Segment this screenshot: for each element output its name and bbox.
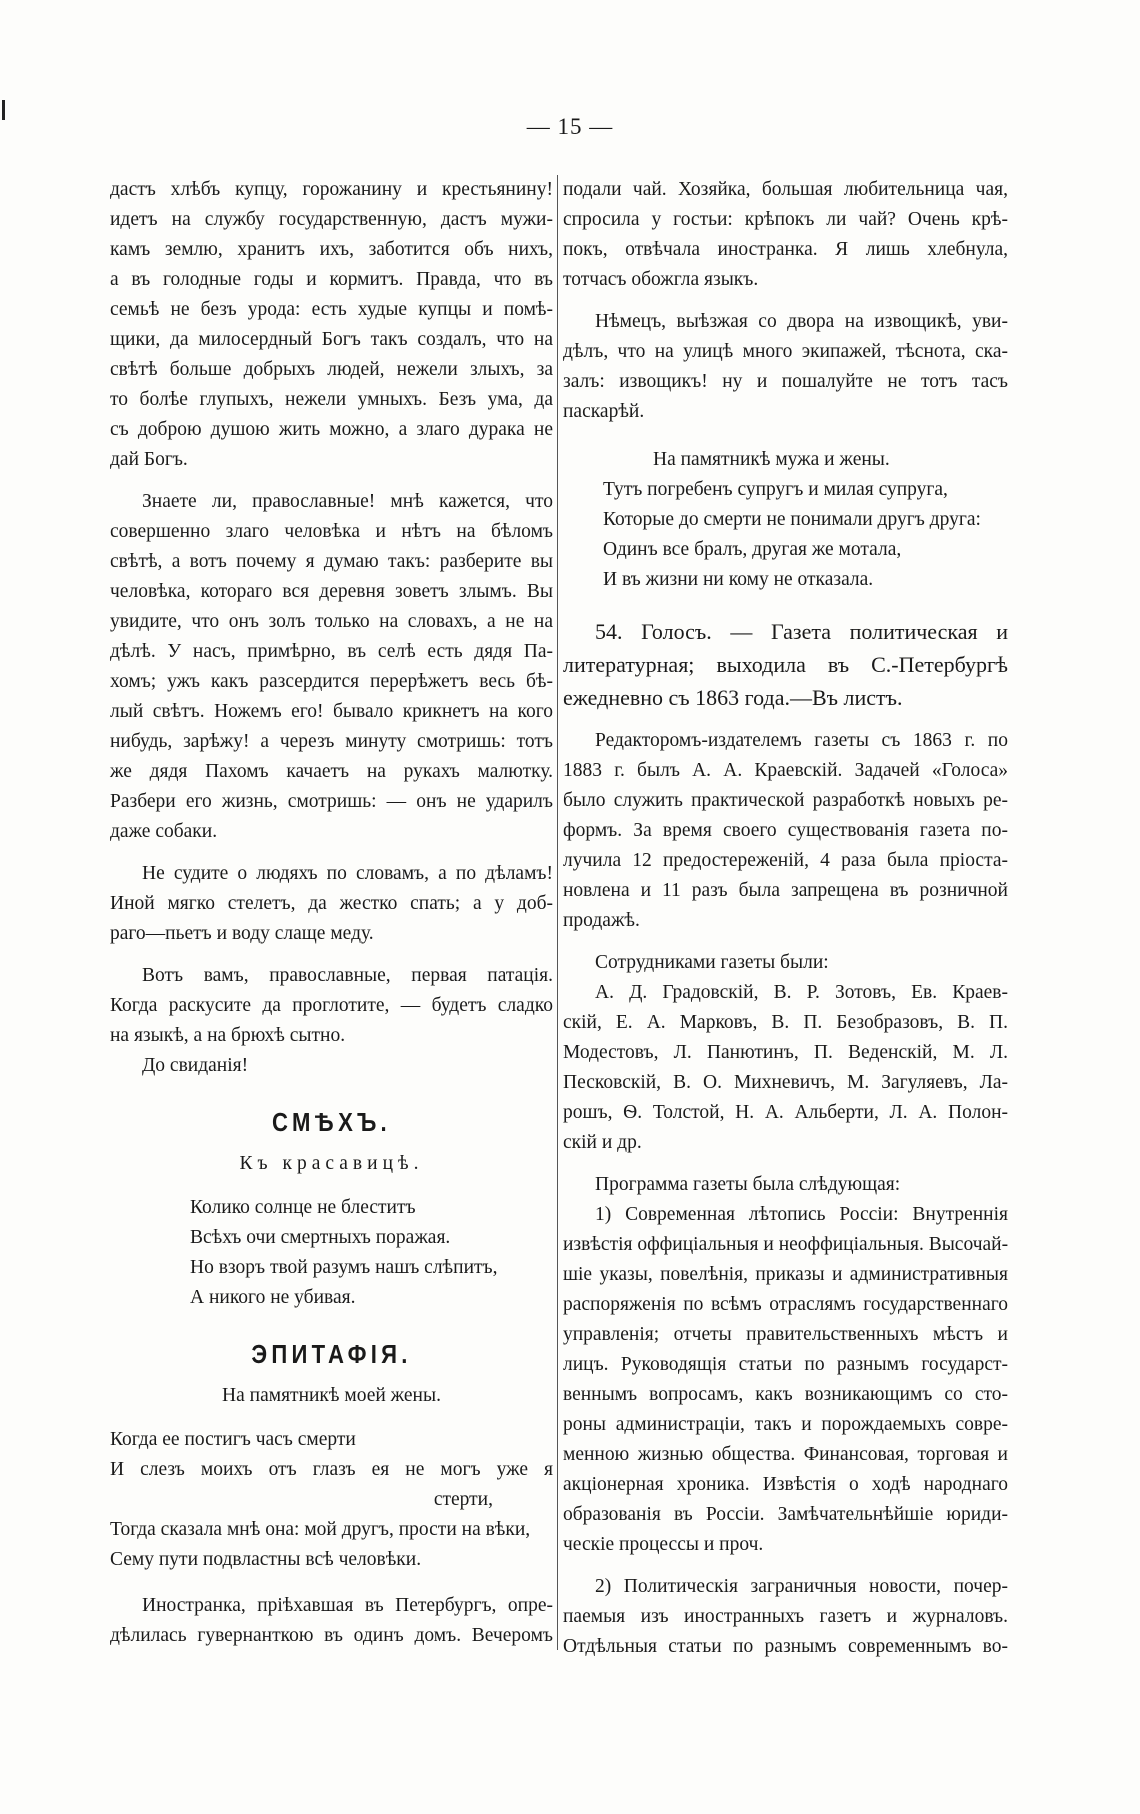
epitaph-subtitle: На памятникѣ моей жены. [222, 1385, 441, 1406]
golos-intro: 54. Голосъ. — Газета политическая и литературная; выходила въ С.-Петербургѣ ежедневно съ 1863 года.—Въ листъ. [563, 619, 1008, 710]
left-paragraph-1: дастъ хлѣбъ купцу, горожанину и крестьянину! идетъ на службу государственную, дастъ мужи- камъ землю, хранитъ ихъ, заботится объ нихъ, а въ голодные годы и кормитъ. Правда, что въ семьѣ не безъ урода: есть худые купцы и помѣ- щики, да милосердный Богъ такъ создалъ, что на свѣтѣ больше добрыхъ людей, нежели злыхъ, за то болѣе глупыхъ, нежели умныхъ. Безъ ума, да съ доброю душою жить можно, а злаго дурака не дай Богъ. [110, 179, 553, 470]
right-paragraph-2: Нѣмецъ, выѣзжая со двора на извощикѣ, уви- дѣлъ, что на улицѣ много экипажей, тѣснота, ска- залъ: извощикъ! ну и пошалуйте не тотъ тасъ паскарѣй. [563, 311, 1008, 422]
program-section-1: Программа газеты была слѣдующая: 1) Современная лѣтопись Россіи: Внутреннія извѣстія оффиціальныя и неоффиціальныя. Высочай- шіе указы, повелѣнія, приказы и административныя распоряженія по всѣмъ отраслямъ государственнаго управленія; отчеты правительственныхъ мѣстъ и лицъ. Руководящія статьи по разнымъ государст- веннымъ вопросамъ, какъ возникающимъ со сто- роны администраціи, такъ и порождаемыхъ совре- менною жизнью общества. Финансовая, торговая и акціонерная хроника. Извѣстія о ходѣ народнаго образованія въ Россіи. Замѣчательнѣйшіе юриди- ческіе процессы и проч. [563, 1170, 1008, 1560]
left-column [110, 175, 553, 1651]
left-paragraph-3: Не судите о людяхъ по словамъ, а по дѣламъ! Иной мягко стелетъ, да жестко спать; а у доб- раго—пьетъ и воду слаще меду. [110, 863, 553, 944]
staff-list: Сотрудниками газеты были: А. Д. Градовскій, В. Р. Зотовъ, Ев. Краев- скій, Е. А. Марковъ, В. П. Безобразовъ, В. П. Модестовъ, Л. Панютинъ, П. Веденскій, М. Л. Песковскій, В. О. Михневичъ, М. Загуляевъ, Ла- рошъ, Ѳ. Толстой, Н. А. Альберти, Л. А. Полон- скій и др. [563, 948, 1008, 1158]
column-divider [557, 175, 558, 1650]
left-paragraph-4: Вотъ вамъ, православные, первая патація. Когда раскусите да проглотите, — будетъ сладко на языкѣ, а на брюхѣ сытно. До свиданія! [110, 961, 553, 1081]
epitaph-title: ЭПИТАФІЯ. [251, 1339, 412, 1369]
right-paragraph-1: подали чай. Хозяйка, большая любительница чая, спросила у гостьи: крѣпокъ ли чай? Очень крѣ- покъ, отвѣчала иностранка. Я лишь хлебнула, тотчасъ обожгла языкъ. [563, 179, 1008, 290]
left-paragraph-2: Знаете ли, православные! мнѣ кажется, что совершенно злаго человѣка и нѣтъ на бѣломъ свѣтѣ, а вотъ почему я думаю такъ: разберите вы человѣка, котораго вся деревня зоветъ злымъ. Вы увидите, что онъ золъ только на словахъ, а не на дѣлѣ. У насъ, примѣрно, въ селѣ есть дядя Па- хомъ; ужъ какъ разсердится перерѣжетъ весь бѣ- лый свѣтъ. Ножемъ его! бывало крикнетъ на кого нибудь, зарѣжу! а черезъ минуту смотришь: тотъ же дядя Пахомъ качаетъ на рукахъ малютку. Разбери его жизнь, смотришь: — онъ не ударилъ даже собаки. [110, 491, 553, 842]
left-paragraph-5: Иностранка, пріѣхавшая въ Петербургъ, опре- дѣлилась гувернанткою въ одинъ домъ. Вечеромъ [110, 1595, 553, 1646]
laugh-verse: Колико солнце не блеститъ Всѣхъ очи смертныхъ поражая. Но взоръ твой разумъ нашъ слѣпитъ, А никого не убивая. [190, 1197, 498, 1308]
page-number: — 15 — [526, 114, 614, 139]
program-section-2: 2) Политическія заграничныя новости, почер- паемыя изъ иностранныхъ газетъ и журналовъ. Отдѣльныя статьи по разнымъ современнымъ во- [563, 1576, 1008, 1657]
right-paragraph-3: Редакторомъ-издателемъ газеты съ 1863 г. по 1883 г. былъ А. А. Краевскій. Задачей «Голоса» было служить практической разработкѣ новыхъ ре- формъ. За время своего существованія газета по- лучила 12 предостереженій, 4 раза была пріоста- новлена и 11 разъ была запрещена въ розничной продажѣ. [563, 730, 1008, 931]
staff-title: Сотрудниками газеты были: [595, 952, 829, 973]
farewell: До свиданія! [142, 1055, 249, 1076]
laugh-subtitle: Къ красавицѣ. [239, 1153, 424, 1174]
laugh-title: СМѢХЪ. [272, 1107, 391, 1137]
couple-epitaph: На памятникѣ мужа и жены. Тутъ погребенъ супругъ и милая супруга, Которые до смерти не понимали другъ друга: Одинъ все бралъ, другая же мотала, И въ жизни ни кому не отказала. [563, 445, 1008, 595]
right-column [563, 175, 1008, 1662]
epitaph-verse: Когда ее постигъ часъ смерти И слезъ моихъ отъ глазъ ея не могъ уже я стерти, Тогда сказала мнѣ она: мой другъ, прости на вѣки, Сему пути подвластны всѣ человѣки. [110, 1429, 553, 1570]
program-title: Программа газеты была слѣдующая: [595, 1174, 901, 1195]
couple-epitaph-title: На памятникѣ мужа и жены. [653, 449, 890, 470]
